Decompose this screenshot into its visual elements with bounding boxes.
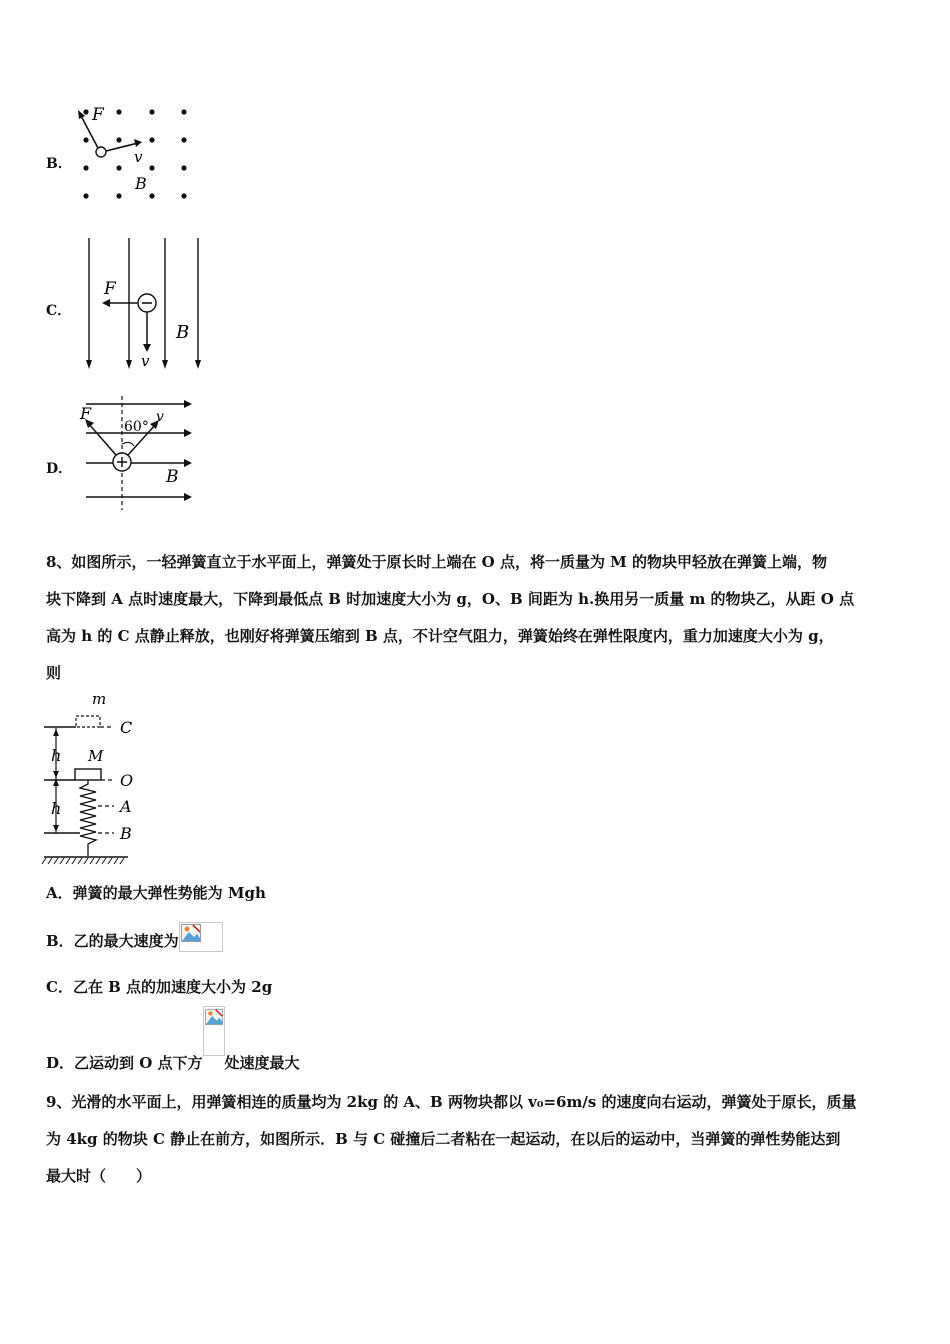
q8-line-1: 8、如图所示，一轻弹簧直立于水平面上，弹簧处于原长时上端在 O 点，将一质量为 M 的物块甲轻放在弹簧上端，物 — [46, 553, 828, 571]
charge-circle — [96, 147, 106, 157]
velocity-label: v — [141, 352, 150, 370]
q9-line-3: 最大时（ ） — [46, 1167, 152, 1185]
q8-option-c[interactable]: C．乙在 B 点的加速度大小为 2g — [46, 978, 273, 996]
spring — [80, 780, 96, 856]
figure-b-magnetic-field — [72, 100, 202, 210]
force-label: F — [80, 404, 92, 423]
q8-option-d[interactable] — [46, 1006, 300, 1072]
q8-option-a[interactable]: A．弹簧的最大弹性势能为 Mgh — [46, 884, 266, 902]
block-M — [75, 769, 101, 780]
force-arrow — [88, 423, 116, 455]
field-label: B — [176, 322, 190, 343]
force-label: F — [104, 279, 116, 299]
option-d-label: D． — [46, 461, 73, 477]
q9-line-1: 9、光滑的水平面上，用弹簧相连的质量均为 2kg 的 A、B 两物块都以 v₀=6m/s 的速度向右运动，弹簧处于原长，质量 — [46, 1093, 857, 1111]
question-8-stem — [46, 544, 904, 692]
field-label: B — [135, 174, 147, 193]
point-c-label: C — [120, 718, 133, 737]
broken-image-icon — [179, 922, 223, 952]
force-label: F — [92, 105, 104, 125]
q8-option-b[interactable] — [46, 922, 223, 952]
block-m — [76, 716, 100, 727]
q8-option-d-text-pre: D．乙运动到 O 点下方 — [46, 1054, 203, 1072]
figure-c-magnetic-field — [78, 234, 208, 374]
q8-option-d-text-post: 处速度最大 — [224, 1054, 300, 1072]
q8-option-b-text: B．乙的最大速度为 — [46, 932, 179, 950]
field-label: B — [166, 467, 179, 487]
spring-figure — [42, 686, 152, 866]
angle-label: 60° — [124, 419, 149, 435]
question-9-stem — [46, 1084, 904, 1195]
q8-line-3: 高为 h 的 C 点静止释放，也刚好将弹簧压缩到 B 点，不计空气阻力，弹簧始终在弹性限度内，重力加速度大小为 g， — [46, 627, 834, 645]
mass-M-label: M — [88, 747, 104, 765]
angle-arc — [122, 442, 134, 446]
figure-d-magnetic-field — [76, 394, 206, 514]
point-a-label: A — [120, 797, 132, 816]
broken-image-icon — [203, 1006, 225, 1056]
point-o-label: O — [120, 771, 134, 790]
height-h-upper: h — [51, 746, 62, 765]
q9-line-2: 为 4kg 的物块 C 静止在前方，如图所示．B 与 C 碰撞后二者粘在一起运动，在以后的运动中，当弹簧的弹性势能达到 — [46, 1130, 841, 1148]
velocity-label: v — [156, 409, 164, 425]
option-c-label: C． — [46, 303, 72, 319]
velocity-label: v — [134, 148, 143, 166]
q8-line-2: 块下降到 A 点时速度最大，下降到最低点 B 时加速度大小为 g，O、B 间距为 h.换用另一质量 m 的物块乙，从距 O 点 — [46, 590, 855, 608]
mass-m-label: m — [92, 690, 107, 708]
q8-line-4: 则 — [46, 664, 62, 682]
option-b-label: B． — [46, 156, 72, 172]
point-b-label: B — [120, 824, 132, 843]
height-h-lower: h — [51, 799, 62, 818]
